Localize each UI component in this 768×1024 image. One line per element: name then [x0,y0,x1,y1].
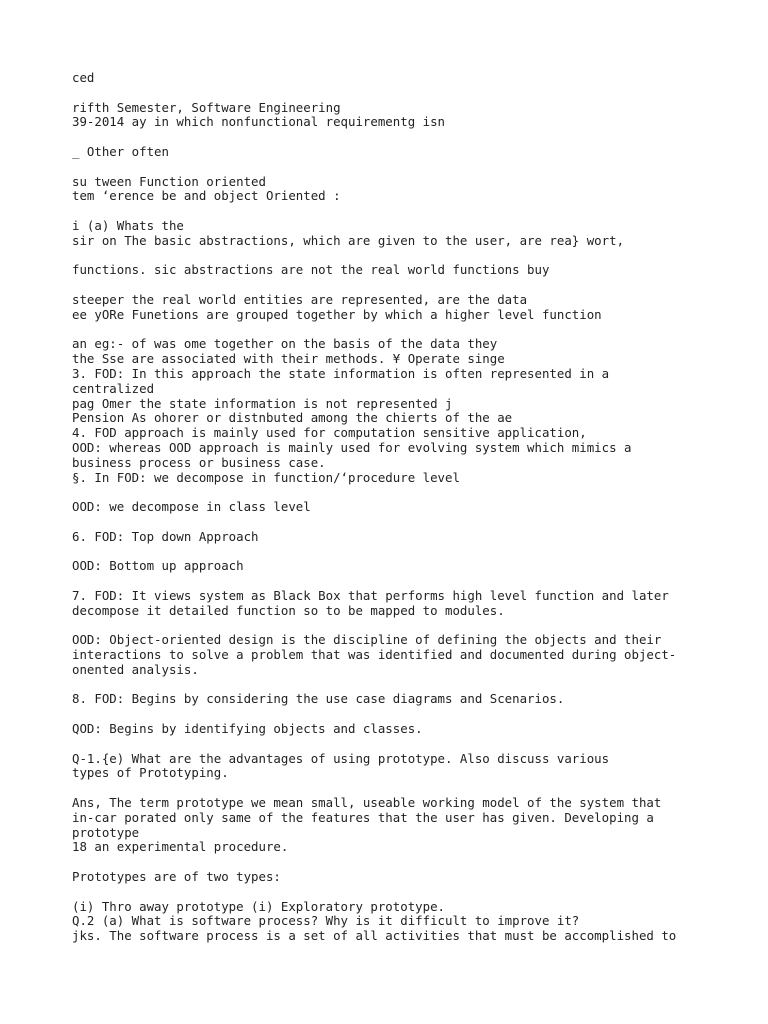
text-line: functions. sic abstractions are not the real world functions buy [72,262,550,278]
text-line: Ans, The term prototype we mean small, useable working model of the system that [72,795,662,811]
blank-line [72,574,692,589]
blank-line [72,160,692,175]
text-line: jks. The software process is a set of all activities that must be accomplished to [72,928,677,944]
blank-line [72,249,692,264]
blank-line [72,515,692,530]
text-line: OOD: Object-oriented design is the discipline of defining the objects and their [72,632,662,648]
text-line: 7. FOD: It views system as Black Box that performs high level function and later [72,587,669,603]
text-line: prototype [72,824,140,840]
blank-line [72,678,692,693]
text-line: 8. FOD: Begins by considering the use case diagrams and Scenarios. [72,691,565,707]
blank-line [72,545,692,560]
text-line: pag Omer the state information is not represented j [72,395,453,411]
text-line: in-car porated only same of the features that the user has given. Developing a [72,809,654,825]
blank-line [72,323,692,338]
blank-line [72,204,692,219]
text-line: interactions to solve a problem that was identified and documented during object- [72,647,677,663]
text-line: an eg:- of was ome together on the basis of the data they [72,336,498,352]
text-line: 3. FOD: In this approach the state information is often represented in a [72,365,610,381]
text-line: rifth Semester, Software Engineering [72,99,341,115]
text-line: sir on The basic abstractions, which are given to the user, are rea} wort, [72,232,625,248]
blank-line [72,885,692,900]
text-line: ced [72,70,95,85]
text-line: Prototypes are of two types: [72,869,281,885]
text-line: the Sse are associated with their methods. ¥ Operate singe [72,351,505,367]
text-line: Pension As ohorer or distnbuted among the chierts of the ae [72,410,513,426]
blank-line [72,707,692,722]
blank-line [72,737,692,752]
text-line: i (a) Whats the [72,217,184,233]
blank-line [72,485,692,500]
blank-line [72,130,692,145]
text-line: 18 an experimental procedure. [72,839,289,855]
text-line: §. In FOD: we decompose in function/‘procedure level [72,469,460,485]
text-line: QOD: Begins by identifying objects and classes. [72,721,423,737]
text-line: 39-2014 ay in which nonfunctional requirementg isn [72,114,445,130]
text-line: OOD: we decompose in class level [72,499,311,515]
text-line: onented analysis. [72,661,199,677]
text-line: business process or business case. [72,454,326,470]
blank-line [72,781,692,796]
text-line: OOD: Bottom up approach [72,558,244,574]
text-line: steeper the real world entities are represented, are the data [72,291,528,307]
text-line: (i) Thro away prototype (i) Exploratory prototype. [72,898,445,914]
blank-line [72,855,692,870]
text-line: ee yORe Funetions are grouped together by which a higher level function [72,306,602,322]
text-line: 6. FOD: Top down Approach [72,528,259,544]
blank-line [72,278,692,293]
document-text [72,71,692,944]
blank-line [72,618,692,633]
blank-line [72,86,692,101]
text-line: types of Prototyping. [72,765,229,781]
text-line: su tween Function oriented [72,173,266,189]
text-line: 4. FOD approach is mainly used for computation sensitive application, [72,425,587,441]
text-line: centralized [72,380,155,396]
text-line: _ Other often [72,143,169,159]
text-line: Q-1.{e) What are the advantages of using prototype. Also discuss various [72,750,610,766]
document-page [72,71,692,944]
text-line: tem ‘erence be and object Oriented : [72,188,341,204]
text-line: OOD: whereas OOD approach is mainly used for evolving system which mimics a [72,439,632,455]
text-line: Q.2 (a) What is software process? Why is it difficult to improve it? [72,913,580,929]
text-line: decompose it detailed function so to be mapped to modules. [72,602,505,618]
